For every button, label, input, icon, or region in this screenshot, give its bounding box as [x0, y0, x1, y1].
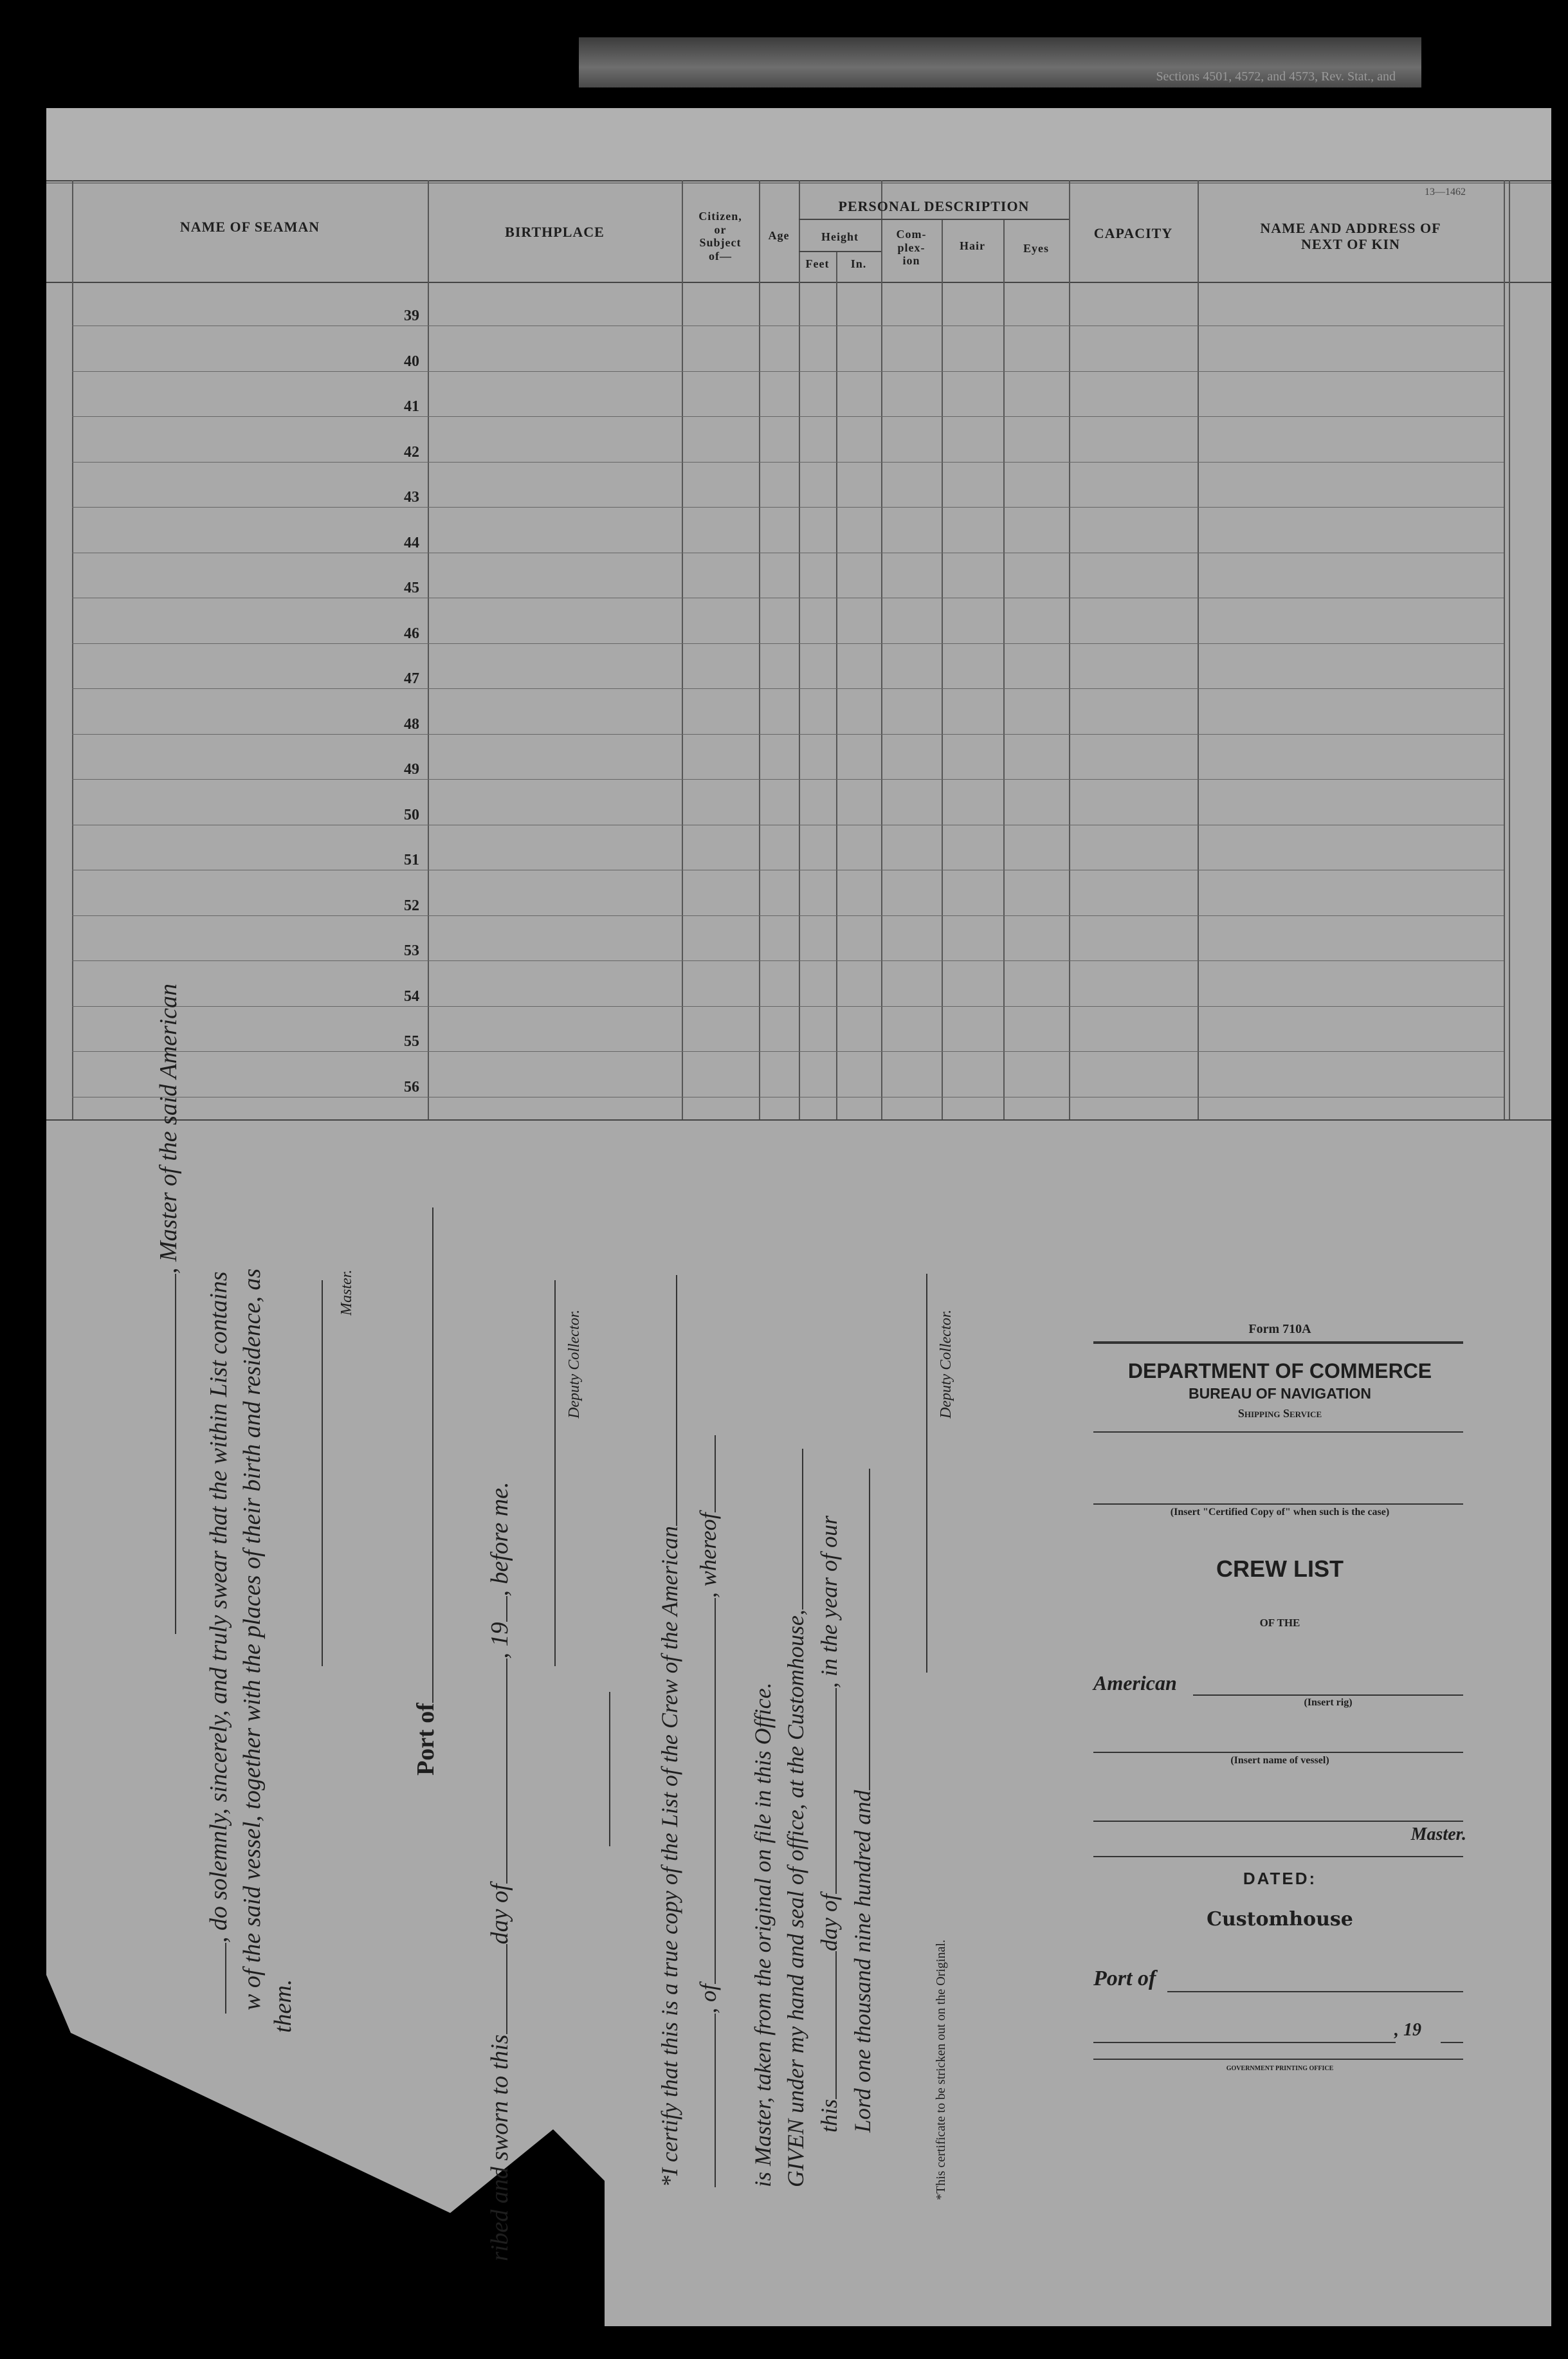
header-inches: In.: [850, 257, 867, 270]
header-capacity: CAPACITY: [1093, 225, 1173, 241]
header-complexion: Com- plex- ion: [896, 228, 927, 268]
rig-line: [1193, 1694, 1463, 1696]
form-nineteen: , 19: [1394, 2020, 1421, 2040]
row-number: 41: [404, 398, 419, 415]
deputy-collector-label-1: Deputy Collector.: [566, 1309, 583, 1418]
header-birthplace: BIRTHPLACE: [505, 224, 605, 240]
insert-rig: (Insert rig): [1304, 1697, 1353, 1708]
col-line: [428, 180, 429, 1119]
certificate-line-4: thisday of, in the year of our: [816, 1516, 842, 2133]
department: DEPARTMENT OF COMMERCE: [1127, 1359, 1432, 1382]
personal-desc-rule: [799, 219, 1069, 220]
customhouse: Customhouse: [1207, 1908, 1353, 1931]
master-signature-line: [322, 1280, 323, 1666]
col-line: [1504, 180, 1505, 1119]
certified-note: (Insert "Certified Copy of" when such is the case): [1170, 1507, 1390, 1518]
top-paper-strip: [579, 37, 1421, 87]
row-number: 39: [404, 307, 419, 324]
row-number: 48: [404, 716, 419, 733]
header-hair: Hair: [960, 239, 985, 252]
col-line: [1003, 219, 1005, 1119]
american-label: American: [1093, 1671, 1177, 1694]
deputy-signature-line-1: [554, 1280, 556, 1666]
service: Shipping Service: [1237, 1407, 1322, 1420]
form-port-of: Port of: [1093, 1967, 1156, 1990]
row-rule: [72, 960, 1504, 961]
col-line: [759, 180, 760, 1119]
printer-credit: GOVERNMENT PRINTING OFFICE: [1226, 2065, 1334, 2072]
deputy-signature-line-2: [926, 1274, 927, 1673]
col-line: [799, 180, 800, 1119]
row-number: 53: [404, 942, 419, 959]
form-master: Master.: [1410, 1824, 1466, 1844]
row-number: 49: [404, 761, 419, 778]
col-line: [836, 251, 837, 1119]
row-rule: [72, 462, 1504, 463]
oath-line-3: w of the said vessel, together with the places of their birth and residence, as: [239, 1268, 266, 2010]
deputy-collector-label-2: Deputy Collector.: [938, 1309, 954, 1418]
dated: DATED:: [1243, 1869, 1317, 1888]
header-eyes: Eyes: [1023, 242, 1049, 255]
row-number: 54: [404, 988, 419, 1005]
separator-line: [609, 1692, 610, 1846]
certificate-line-3: GIVEN under my hand and seal of office, at the Customhouse,: [782, 1449, 809, 2187]
date-line: [1093, 2042, 1396, 2043]
row-number: 46: [404, 625, 419, 642]
form-top-rule: [1093, 1341, 1463, 1344]
col-line: [72, 180, 73, 1119]
certified-copy-line: [1093, 1503, 1463, 1505]
row-number: 42: [404, 444, 419, 461]
row-number: 40: [404, 353, 419, 370]
header-name-of-seaman: NAME OF SEAMAN: [179, 219, 320, 235]
col-line: [1198, 180, 1199, 1119]
row-number: 44: [404, 535, 419, 551]
certificate-footnote: *This certificate to be stricken out on the Original.: [934, 1940, 948, 2200]
form-bottom-rule: [1093, 2059, 1463, 2060]
sheet-top-band: [46, 108, 1551, 180]
master-line: [1093, 1821, 1463, 1822]
col-line: [682, 180, 683, 1119]
of-the: OF THE: [1259, 1617, 1300, 1629]
row-number: 56: [404, 1079, 419, 1096]
row-rule: [72, 416, 1504, 417]
form-title: CREW LIST: [1216, 1556, 1344, 1582]
header-age: Age: [768, 229, 790, 242]
bureau: BUREAU OF NAVIGATION: [1188, 1385, 1372, 1402]
oath-line-4: them.: [269, 1979, 296, 2033]
row-number: 50: [404, 807, 419, 823]
form-number-small: 13—1462: [1425, 187, 1466, 197]
col-line: [1069, 180, 1070, 1119]
header-citizen: Citizen, or Subject of—: [698, 210, 742, 263]
master-label: Master.: [338, 1269, 355, 1316]
col-line: [1509, 180, 1510, 1119]
year-line: [1441, 2042, 1463, 2043]
col-line: [881, 180, 882, 1119]
row-rule: [72, 371, 1504, 372]
row-number: 47: [404, 670, 419, 687]
row-rule: [72, 507, 1504, 508]
certificate-line-1: *I certify that this is a true copy of the List of the Crew of the American: [656, 1275, 683, 2187]
form-rule: [1093, 1856, 1463, 1857]
header-feet: Feet: [805, 257, 830, 270]
certificate-line-5: Lord one thousand nine hundred and: [849, 1469, 876, 2133]
row-rule: [72, 1006, 1504, 1007]
oath-line-1: , Master of the said American: [154, 984, 183, 1634]
row-rule: [72, 915, 1504, 916]
insert-vessel: (Insert name of vessel): [1230, 1755, 1329, 1766]
row-number: 51: [404, 852, 419, 868]
row-number: 55: [404, 1033, 419, 1050]
header-next-of-kin: NAME AND ADDRESS OF NEXT OF KIN: [1260, 220, 1441, 253]
oath-line-2: , do solemnly, sincerely, and truly swear that the within List contains: [205, 1271, 233, 2014]
row-number: 52: [404, 897, 419, 914]
height-rule: [799, 251, 881, 252]
oath-port-of: Port of: [412, 1207, 440, 1776]
certificate-of-whereof: , of, whereof: [695, 1435, 722, 2187]
row-rule: [72, 734, 1504, 735]
strip-text: Sections 4501, 4572, and 4573, Rev. Stat., and: [1156, 69, 1396, 84]
port-line: [1167, 1991, 1463, 1992]
certificate-line-2: is Master, taken from the original on file in this Office.: [750, 1682, 776, 2187]
vessel-line: [1093, 1752, 1463, 1753]
col-line: [942, 219, 943, 1119]
row-rule: [72, 779, 1504, 780]
form-rule: [1093, 1431, 1463, 1433]
row-rule: [72, 688, 1504, 689]
oath-subscribed-line: ribed and sworn to thisday of, 19, before me.: [486, 1482, 513, 2261]
row-rule: [72, 1051, 1504, 1052]
header-height: Height: [821, 230, 859, 243]
header-personal-description: PERSONAL DESCRIPTION: [838, 198, 1030, 214]
form-number: Form 710A: [1248, 1322, 1311, 1336]
row-number: 45: [404, 580, 419, 596]
row-number: 43: [404, 489, 419, 506]
table-bottom-rule: [46, 1119, 1551, 1121]
row-rule: [72, 643, 1504, 644]
